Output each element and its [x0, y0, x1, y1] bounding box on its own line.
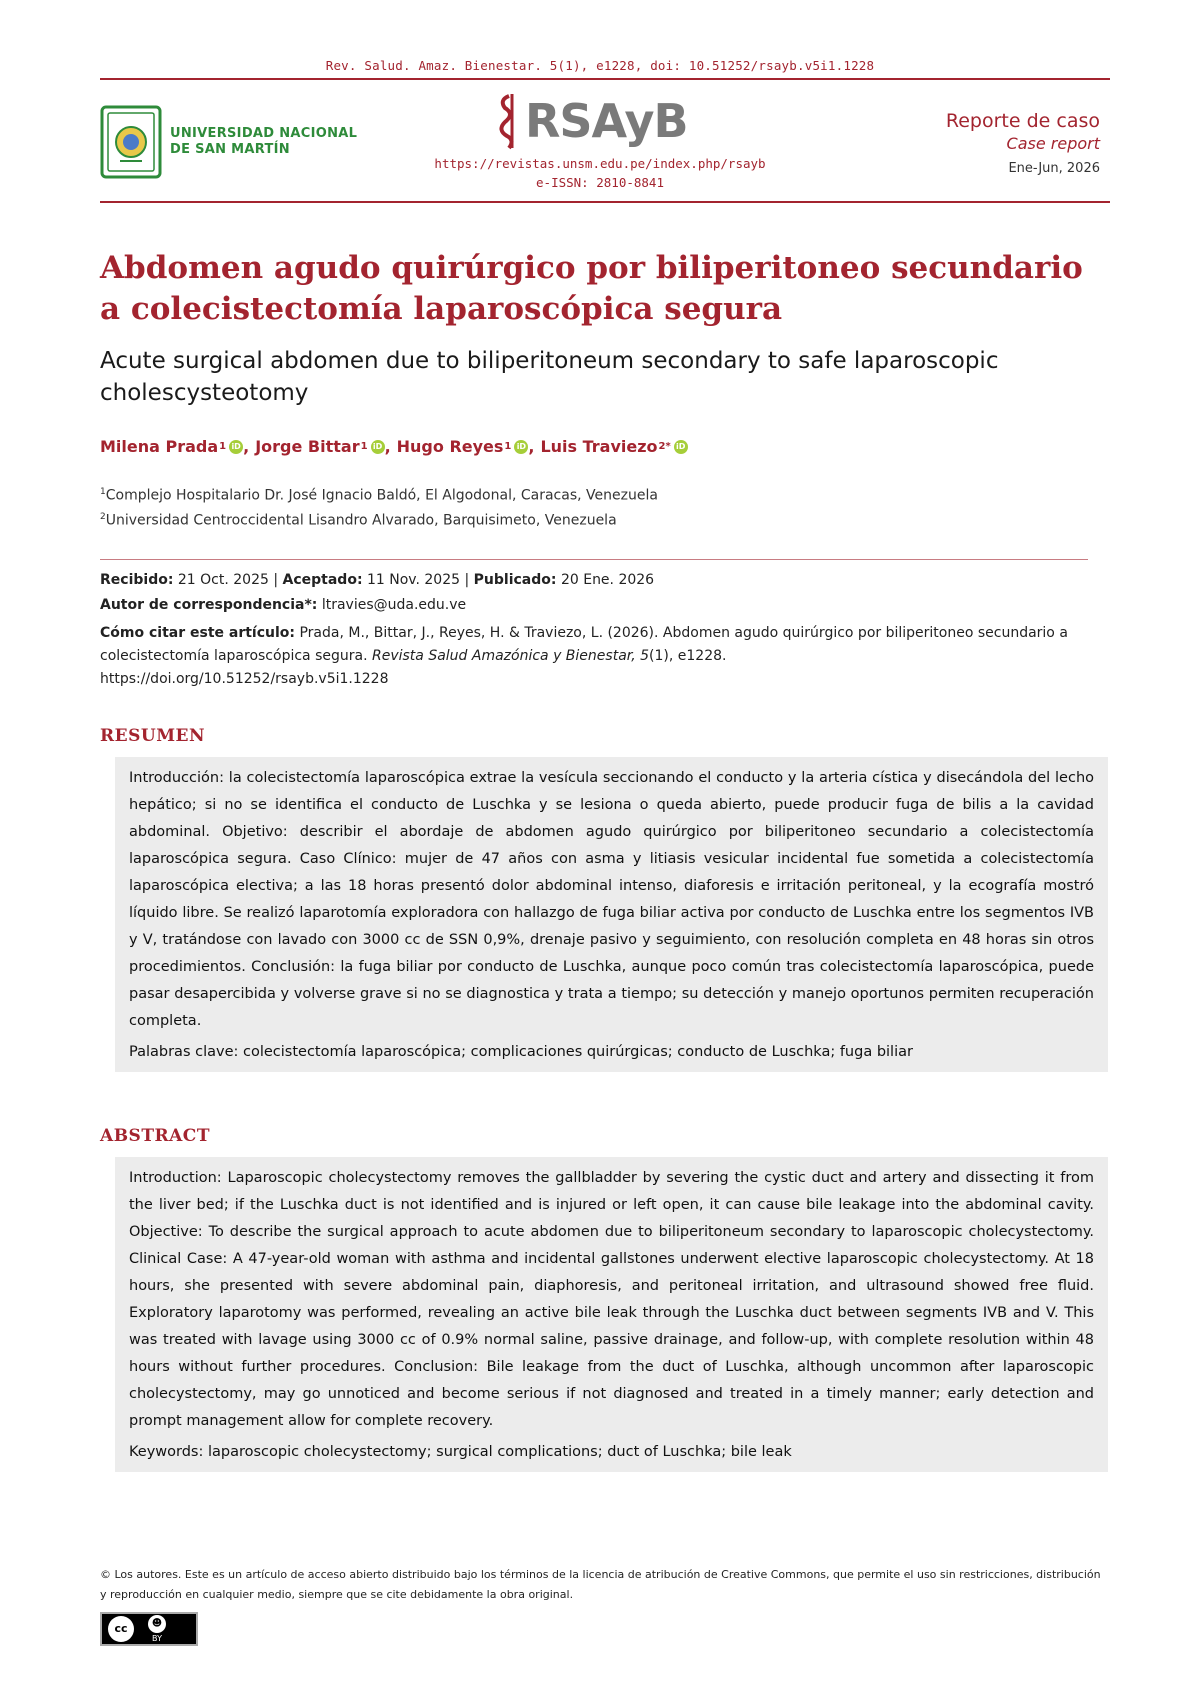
cite-text: Prada, M., Bittar, J., Reyes, H. & Traviezo, L. (2026). Abdomen agudo quirúrgico por biliperitoneo secundario a colecistectomía laparoscópica segura.	[100, 625, 1068, 664]
received-label: Recibido:	[100, 572, 174, 588]
article-title-es: Abdomen agudo quirúrgico por biliperitoneo secundario a colecistectomía laparoscópica segura	[100, 250, 1083, 327]
report-type-es: Reporte de caso	[945, 110, 1100, 132]
university-name-line2: DE SAN MARTÍN	[170, 142, 290, 157]
abstract-body: Introduction: Laparoscopic cholecystectomy removes the gallbladder by severing the cystic duct and artery and dissecting it from the liver bed; if the Luschka duct is not identified and is injured or left open, it can cause bile leakage into the abdominal cavity. Objective: To describe the surgical approach to acute abdomen due to biliperitoneum secondary to laparoscopic cholecystectomy. Clinical Case: A 47-year-old woman with asthma and incidental gallstones underwent elective laparoscopic cholecystectomy. At 18 hours, she presented with severe abdominal pain, diaphoresis, and peritoneal irritation, and ultrasound showed free fluid. Exploratory laparotomy was performed, revealing an active bile leak through the Luschka duct between segments IVB and V. This was treated with lavage using 3000 cc of 0.9% normal saline, passive drainage, and follow-up, with complete resolution within 48 hours without further procedures. Conclusion: Bile leakage from the duct of Luschka, although uncommon after laparoscopic cholecystectomy, may go unnoticed and become serious if not diagnosed and treated in a timely manner; early detection and prompt management allow for complete recovery.	[129, 1170, 1094, 1429]
article-title-en: Acute surgical abdomen due to biliperitoneum secondary to safe laparoscopic cholescysteotomy	[100, 348, 999, 406]
journal-logo	[495, 92, 695, 150]
corresponding-label: Autor de correspondencia*:	[100, 597, 318, 613]
author-name[interactable]: Luis Traviezo	[540, 437, 658, 456]
journal-issn: e-ISSN: 2810-8841	[536, 175, 664, 190]
resumen-box	[115, 757, 1108, 1072]
accepted-label: Aceptado:	[282, 572, 363, 588]
citation	[100, 622, 1100, 691]
orcid-icon[interactable]: iD	[514, 440, 528, 454]
journal-logo-text: RSAyB	[525, 94, 688, 148]
report-type-en: Case report	[1006, 134, 1100, 153]
report-type	[946, 110, 1100, 176]
orcid-icon[interactable]: iD	[371, 440, 385, 454]
cite-label: Cómo citar este artículo:	[100, 625, 296, 641]
cite-journal: Revista Salud Amazónica y Bienestar, 5	[371, 648, 650, 664]
issue-period: Ene-Jun, 2026	[1008, 161, 1100, 176]
university-seal-icon	[100, 105, 162, 179]
affiliation	[100, 512, 617, 529]
affiliation-number: 1	[100, 487, 106, 497]
abstract-keywords: Keywords: laparoscopic cholecystectomy; surgical complications; duct of Luschka; bile leak	[129, 1444, 792, 1460]
university-name-line1: UNIVERSIDAD NACIONAL	[170, 126, 358, 141]
affiliation-text: Universidad Centroccidental Lisandro Alvarado, Barquisimeto, Venezuela	[105, 512, 617, 529]
author-affiliation-number: 2*	[658, 441, 671, 452]
resumen-keywords: Palabras clave: colecistectomía laparoscópica; complicaciones quirúrgicas; conducto de Luschka; fuga biliar	[129, 1044, 913, 1060]
university-logo	[100, 105, 357, 179]
orcid-icon[interactable]: iD	[674, 440, 688, 454]
cc-by-badge[interactable]	[100, 1612, 198, 1646]
cite-doi-link[interactable]: https://doi.org/10.51252/rsayb.v5i1.1228	[100, 671, 389, 687]
dates-line: Recibido: 21 Oct. 2025 | Aceptado: 11 Nov. 2025 | Publicado: 20 Ene. 2026	[100, 572, 655, 588]
license-text: © Los autores. Este es un artículo de acceso abierto distribuido bajo los términos de la licencia de atribución de Creative Commons, que permite el uso sin restricciones, distribución y reproducción en cualquier medio, siempre que se cite debidamente la obra original.	[100, 1568, 1101, 1601]
cite-tail: (1), e1228.	[649, 648, 727, 664]
author-name[interactable]: Hugo Reyes	[396, 437, 504, 456]
author-affiliation-number: 1	[360, 441, 368, 452]
author-name[interactable]: Jorge Bittar	[255, 437, 360, 456]
header-bottom-rule	[100, 201, 1110, 203]
abstract-box	[115, 1157, 1108, 1472]
header-top-rule	[100, 78, 1110, 80]
published-date: 20 Ene. 2026	[560, 572, 655, 588]
resumen-body: Introducción: la colecistectomía laparoscópica extrae la vesícula seccionando el conducto y la arteria cística y disecándola del lecho hepático; si no se identifica el conducto de Luschka y se lesiona o queda abierto, puede producir fuga de bilis a la cavidad abdominal. Objetivo: describir el abordaje de abdomen agudo quirúrgico por biliperitoneo secundario a colecistectomía laparoscópica segura. Caso Clínico: mujer de 47 años con asma y litiasis vesicular incidental fue sometida a colecistectomía laparoscópica electiva; a las 18 horas presentó dolor abdominal intenso, diaforesis e irritación peritoneal, y la ecografía mostró líquido libre. Se realizó laparotomía exploradora con hallazgo de fuga biliar activa por conducto de Luschka entre los segmentos IVB y V, tratándose con lavado con 3000 cc de SSN 0,9%, drenaje pasivo y seguimiento, con resolución completa en 48 horas sin otros procedimientos. Conclusión: la fuga biliar por conducto de Luschka, aunque poco común tras colecistectomía laparoscópica, puede pasar desapercibida y volverse grave si no se diagnostica y trata a tiempo; su detección y manejo oportunos permiten recuperación completa.	[129, 770, 1094, 1029]
affiliation-number: 2	[100, 512, 106, 522]
author-affiliation-number: 1	[504, 441, 512, 452]
caduceus-icon	[495, 92, 529, 150]
accepted-date: 11 Nov. 2025	[367, 572, 461, 588]
corresponding-author	[100, 595, 1100, 615]
corresponding-email[interactable]: ltravies@uda.edu.ve	[321, 597, 467, 613]
cc-icon: cc	[108, 1616, 134, 1642]
affiliation	[100, 487, 658, 504]
section-divider	[100, 559, 1088, 560]
orcid-icon[interactable]: iD	[229, 440, 243, 454]
person-icon: ☻	[148, 1615, 166, 1633]
journal-reference: Rev. Salud. Amaz. Bienestar. 5(1), e1228, doi: 10.51252/rsayb.v5i1.1228	[325, 58, 875, 73]
journal-url-link[interactable]: https://revistas.unsm.edu.pe/index.php/rsayb	[434, 156, 766, 171]
affiliation-text: Complejo Hospitalario Dr. José Ignacio Baldó, El Algodonal, Caracas, Venezuela	[105, 487, 658, 504]
by-label: BY	[152, 1633, 162, 1643]
published-label: Publicado:	[473, 572, 557, 588]
author-affiliation-number: 1	[219, 441, 227, 452]
received-date: 21 Oct. 2025	[177, 572, 269, 588]
abstract-heading: ABSTRACT	[100, 1126, 210, 1146]
resumen-heading: RESUMEN	[100, 726, 206, 746]
author-list: Milena Prada 1 iD , Jorge Bittar 1 iD , Hugo Reyes 1 iD , Luis Traviezo 2* iD	[100, 437, 688, 456]
author-name[interactable]: Milena Prada	[100, 437, 219, 456]
